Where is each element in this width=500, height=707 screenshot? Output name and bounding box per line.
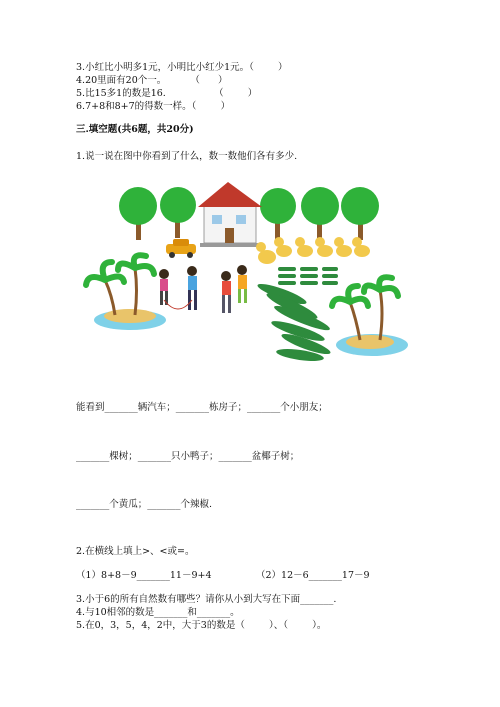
judge-q5: 5.比15多1的数是16. （ ） xyxy=(76,88,258,99)
fill-q5: 5.在0，3，5，4，2中，大于3的数是（ ）、（ ）。 xyxy=(76,620,327,631)
section-title-fill: 三.填空题(共6题，共20分) xyxy=(76,124,194,135)
fill-q1-line1: 能看到_______辆汽车；_______栋房子；_______个小朋友； xyxy=(76,402,328,413)
duck-icon xyxy=(295,237,313,257)
tree-icon xyxy=(341,187,379,240)
palm-tree-icon xyxy=(332,277,408,356)
fill-q2: 2.在横线上填上>、<或=。 xyxy=(76,546,195,557)
fill-q2-part2: （2）12－6_______17－9 xyxy=(256,570,370,581)
child-icon xyxy=(221,271,231,313)
fill-q3: 3.小于6的所有自然数有哪些？请你从小到大写在下面_______. xyxy=(76,594,337,605)
car-icon xyxy=(166,239,196,258)
duck-icon xyxy=(352,237,370,257)
judge-q6: 6.7+8和8+7的得数一样。（ ） xyxy=(76,101,231,112)
tree-icon xyxy=(160,187,196,238)
child-icon xyxy=(159,269,169,305)
fill-q1-line3: _______个黄瓜；_______个辣椒. xyxy=(76,499,213,510)
fill-q1: 1.说一说在图中你看到了什么，数一数他们各有多少. xyxy=(76,151,298,162)
judge-q4: 4.20里面有20个一。 （ ） xyxy=(76,75,228,86)
fill-q4: 4.与10相邻的数是_______和_______。 xyxy=(76,607,240,618)
duck-icon xyxy=(274,237,292,257)
duck-icon xyxy=(256,242,276,264)
duck-icon xyxy=(315,237,333,257)
duck-icon xyxy=(334,237,352,257)
fill-q1-line2: _______棵树；_______只小鸭子；_______盆椰子树； xyxy=(76,451,300,462)
judge-q3: 3.小红比小明多1元，小明比小红少1元。（ ） xyxy=(76,62,288,73)
fill-q2-part1: （1）8+8－9_______11－9+4 xyxy=(76,570,212,581)
pepper-icon xyxy=(278,267,338,285)
tree-icon xyxy=(260,188,296,240)
cucumber-icon xyxy=(256,280,332,363)
tree-icon xyxy=(301,187,339,240)
palm-tree-icon xyxy=(86,255,166,330)
child-icon xyxy=(237,265,247,303)
house-icon xyxy=(198,182,262,247)
child-icon xyxy=(187,266,197,310)
tree-icon xyxy=(119,187,157,240)
